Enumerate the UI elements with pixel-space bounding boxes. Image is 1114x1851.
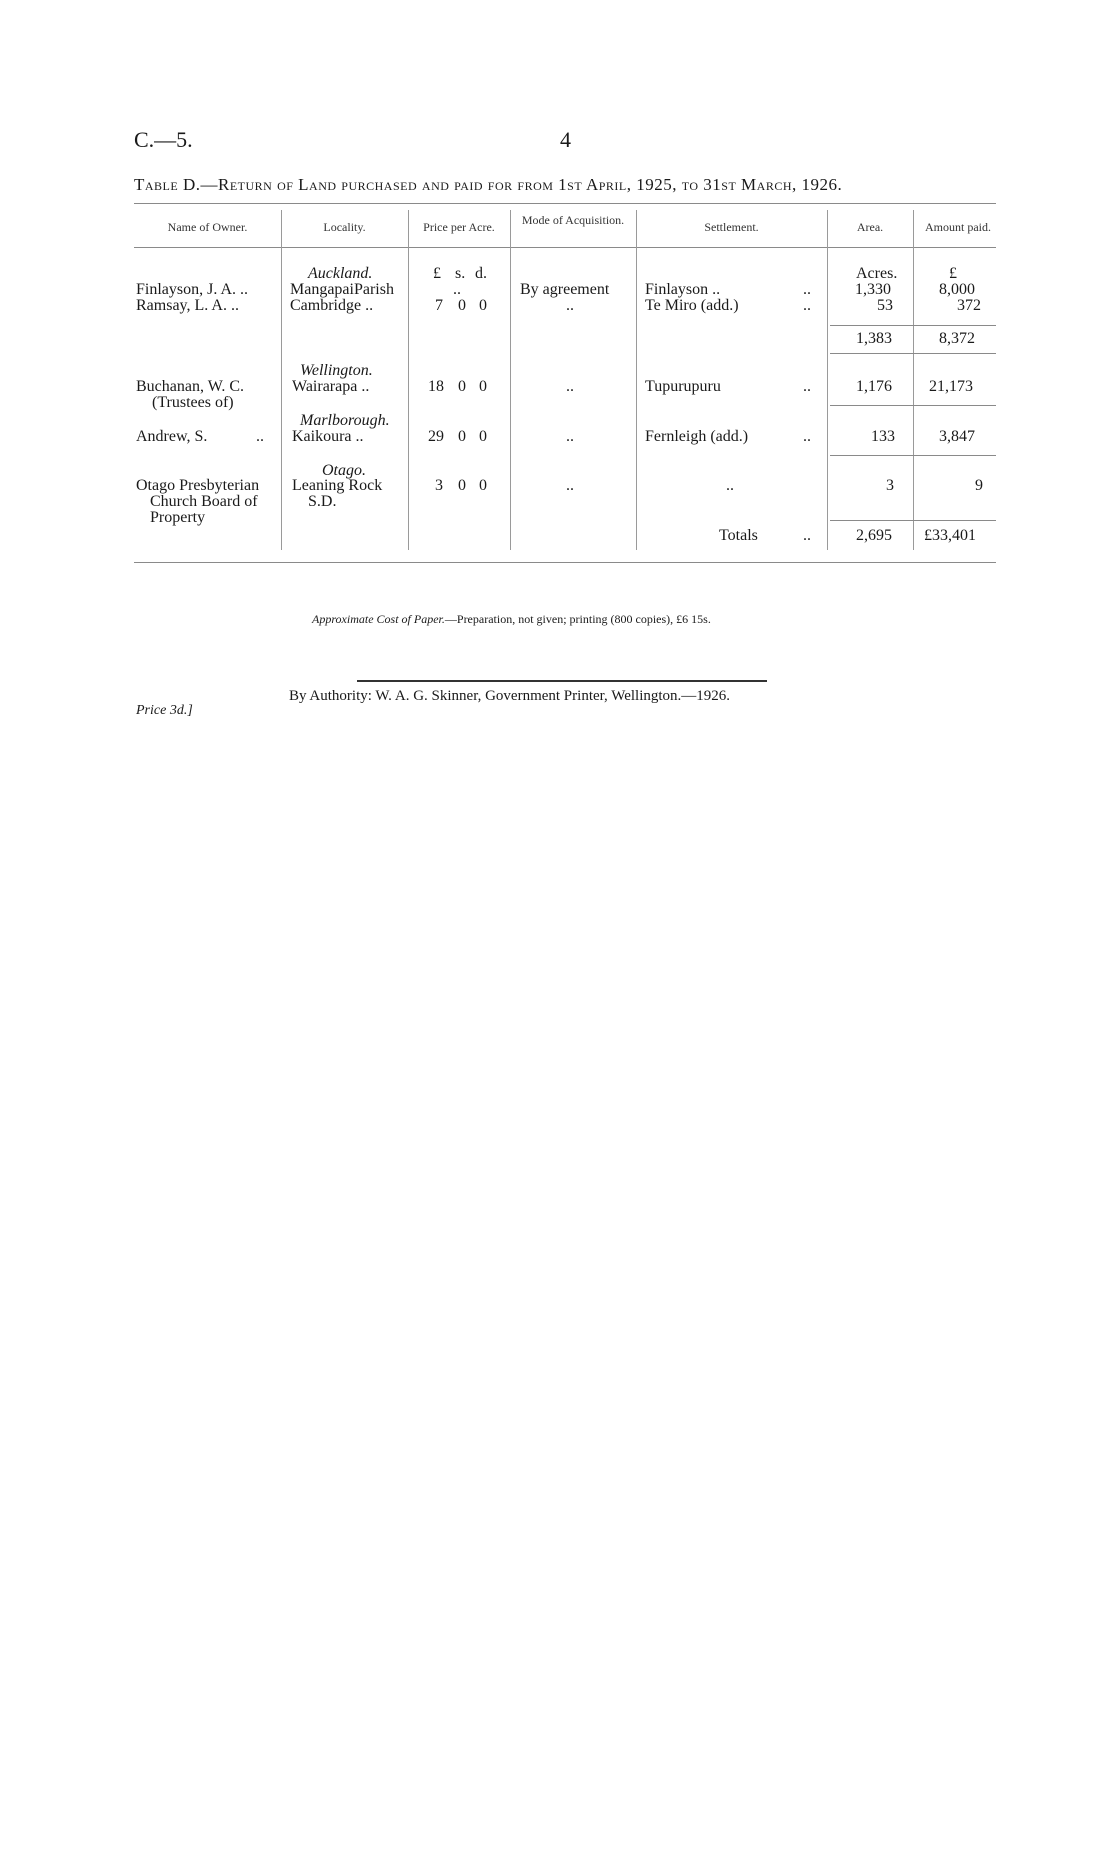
area: 1,330 xyxy=(855,281,891,298)
subtotal-rule xyxy=(830,325,996,326)
price-shillings: 0 xyxy=(458,477,466,494)
settlement: Finlayson .. xyxy=(645,281,721,298)
locality: Cambridge .. xyxy=(290,297,374,314)
authority-line: By Authority: W. A. G. Skinner, Government Printer, Wellington.—1926. xyxy=(289,688,731,704)
unit-pence: d. xyxy=(475,265,487,282)
totals-rule xyxy=(830,520,996,521)
unit-acres: Acres. xyxy=(856,265,898,282)
settlement-dots: .. xyxy=(803,281,811,298)
price-shillings: 0 xyxy=(458,297,466,314)
cost-text: —Preparation, not given; printing (800 copies), £6 15s. xyxy=(444,612,711,626)
price-shillings: 0 xyxy=(458,378,466,395)
owner-name: Buchanan, W. C. xyxy=(136,378,244,395)
region-wellington: Wellington. xyxy=(300,362,373,379)
region-otago: Otago. xyxy=(322,462,366,479)
page-number: 4 xyxy=(560,127,571,152)
price-pence: 0 xyxy=(479,477,487,494)
owner-dots: .. xyxy=(256,428,264,445)
region-auckland: Auckland. xyxy=(308,265,373,282)
area: 53 xyxy=(877,297,893,314)
settlement-dots: .. xyxy=(803,297,811,314)
col-rule xyxy=(913,210,914,550)
col-rule xyxy=(510,210,511,550)
owner-name-line3: Property xyxy=(150,509,206,526)
owner-name: Andrew, S. xyxy=(136,428,208,445)
authority-rule xyxy=(357,680,767,682)
price-pence: 0 xyxy=(479,297,487,314)
price-pounds: 3 xyxy=(435,477,443,494)
price-label: Price 3d.] xyxy=(136,703,193,718)
settlement: Fernleigh (add.) xyxy=(645,428,749,445)
settlement-dots: .. xyxy=(803,428,811,445)
row-rule xyxy=(830,455,996,456)
subtotal-area: 1,383 xyxy=(856,330,892,347)
amount: 3,847 xyxy=(939,428,975,445)
subtotal-bottom-rule xyxy=(830,353,996,354)
cost-note xyxy=(312,612,711,627)
totals-dots: .. xyxy=(803,527,811,544)
totals-area: 2,695 xyxy=(856,527,892,544)
col-rule xyxy=(827,210,828,550)
price-pence: 0 xyxy=(479,428,487,445)
price-pence: 0 xyxy=(479,378,487,395)
header-bottom-rule xyxy=(134,247,996,248)
col-header-mode: Mode of Acquisition. xyxy=(521,213,625,227)
table-top-rule xyxy=(134,203,996,204)
region-marlborough: Marlborough. xyxy=(300,412,390,429)
col-header-amount: Amount paid. xyxy=(925,220,991,234)
mode: .. xyxy=(566,428,574,445)
mode: .. xyxy=(566,477,574,494)
price-pounds: .. xyxy=(453,281,461,298)
totals-label: Totals xyxy=(719,527,758,544)
price-pounds: 18 xyxy=(428,378,444,395)
col-header-settlement: Settlement. xyxy=(704,220,759,234)
col-rule xyxy=(408,210,409,550)
mode: By agreement xyxy=(520,281,610,298)
totals-amount: £33,401 xyxy=(924,527,976,544)
locality: Wairarapa .. xyxy=(292,378,370,395)
price-shillings: 0 xyxy=(458,428,466,445)
settlement: Tupurupuru xyxy=(645,378,721,395)
mode: .. xyxy=(566,378,574,395)
col-header-price: Price per Acre. xyxy=(423,220,495,234)
table-bottom-rule xyxy=(134,562,996,563)
unit-pounds: £ xyxy=(433,265,441,282)
area: 1,176 xyxy=(856,378,892,395)
settlement-dots: .. xyxy=(803,378,811,395)
row-rule xyxy=(830,405,996,406)
owner-name-line2: Church Board of xyxy=(150,493,258,510)
subtotal-amount: 8,372 xyxy=(939,330,975,347)
unit-shillings: s. xyxy=(455,265,466,282)
amount: 8,000 xyxy=(939,281,975,298)
col-rule xyxy=(281,210,282,550)
locality: MangapaiParish xyxy=(290,281,394,298)
owner-name: Finlayson, J. A. .. xyxy=(136,281,249,298)
col-header-owner: Name of Owner. xyxy=(167,220,248,234)
paper-code: C.—5. xyxy=(134,127,193,152)
unit-amount: £ xyxy=(949,265,957,282)
table-title: Table D.—Return of Land purchased and paid for from 1st April, 1925, to 31st March, 1926. xyxy=(134,175,843,194)
col-rule xyxy=(636,210,637,550)
settlement: Te Miro (add.) xyxy=(645,297,739,314)
price-pounds: 7 xyxy=(435,297,443,314)
price-pounds: 29 xyxy=(428,428,444,445)
owner-name: Otago Presbyterian xyxy=(136,477,260,494)
settlement: .. xyxy=(726,477,734,494)
area: 3 xyxy=(886,477,894,494)
locality: Leaning Rock xyxy=(292,477,383,494)
amount: 372 xyxy=(957,297,981,314)
cost-label: Approximate Cost of Paper. xyxy=(312,612,445,626)
locality: Kaikoura .. xyxy=(292,428,364,445)
owner-name: Ramsay, L. A. .. xyxy=(136,297,239,314)
locality-line2: S.D. xyxy=(308,493,337,510)
amount: 21,173 xyxy=(929,378,973,395)
mode: .. xyxy=(566,297,574,314)
amount: 9 xyxy=(975,477,983,494)
area: 133 xyxy=(871,428,895,445)
owner-name-line2: (Trustees of) xyxy=(152,394,234,411)
col-header-locality: Locality. xyxy=(323,220,366,234)
col-header-area: Area. xyxy=(856,220,884,234)
